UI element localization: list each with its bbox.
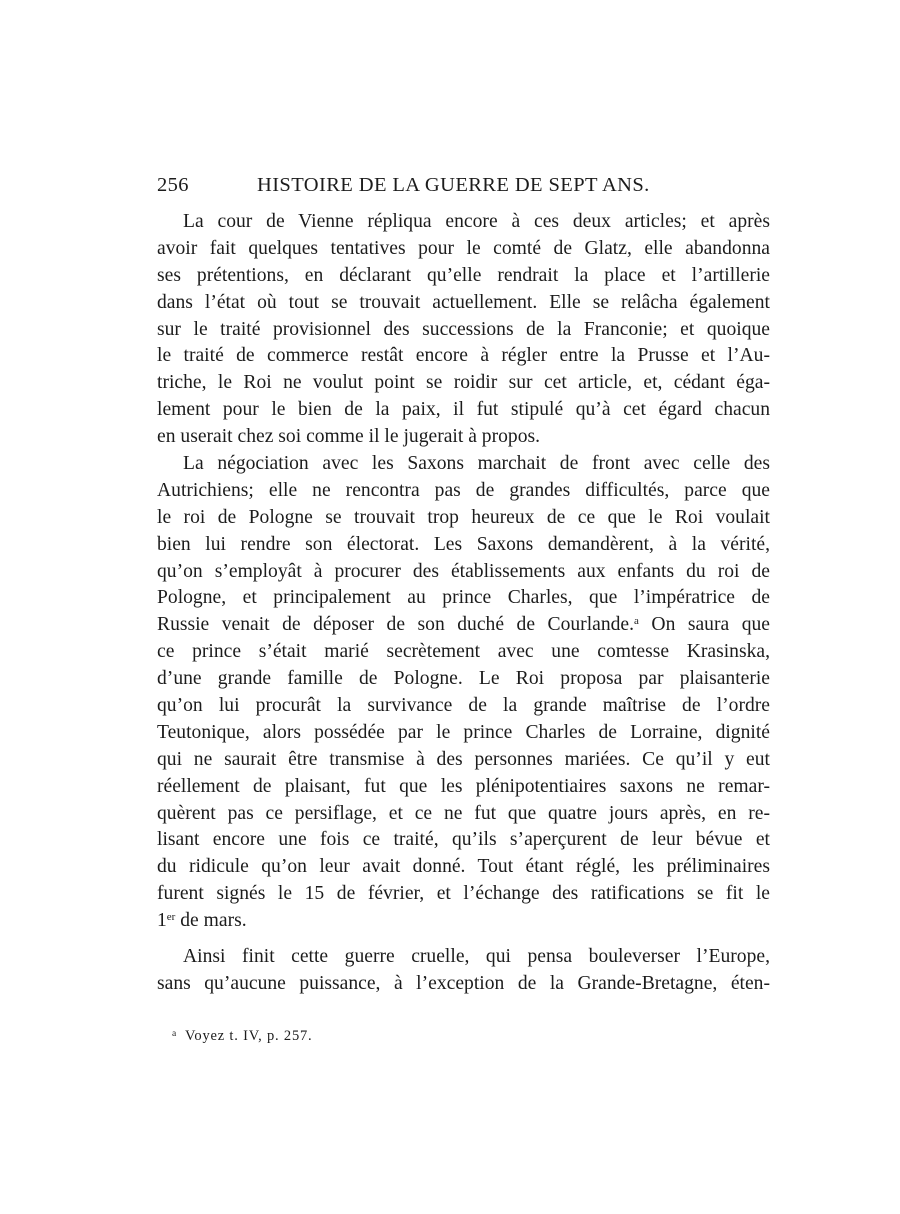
paragraph-2 bbox=[157, 451, 770, 935]
text-segment: Russie venait de déposer de son duché de Courlande. bbox=[157, 614, 635, 636]
text-line: lisant encore une fois ce traité, qu’ils s’aperçurent de leur bévue et bbox=[157, 829, 770, 851]
text-line: La négociation avec les Saxons marchait de front avec celle des bbox=[183, 453, 770, 475]
text-line: Pologne, et principalement au prince Charles, que l’impératrice de bbox=[157, 587, 770, 609]
text-line: furent signés le 15 de février, et l’échange des ratifications se fit le bbox=[157, 883, 770, 905]
text-segment: On saura que bbox=[638, 614, 770, 636]
text-line: dans l’état où tout se trouvait actuellement. Elle se relâcha également bbox=[157, 291, 770, 313]
running-title: HISTOIRE DE LA GUERRE DE SEPT ANS. bbox=[257, 174, 650, 196]
text-line: ce prince s’était marié secrètement avec une comtesse Krasinska, bbox=[157, 641, 770, 663]
text-line: sans qu’aucune puissance, à l’exception de la Grande-Bretagne, éten- bbox=[157, 972, 770, 994]
text-line: le traité de commerce restât encore à régler entre la Prusse et l’Au- bbox=[157, 345, 770, 367]
text-line: La cour de Vienne répliqua encore à ces deux articles; et après bbox=[183, 211, 770, 232]
footnote-text: Voyez t. IV, p. 257. bbox=[185, 1028, 313, 1044]
text-segment: 1 bbox=[157, 910, 167, 932]
text-line: en userait chez soi comme il le jugerait à propos. bbox=[157, 426, 541, 448]
text-line: du ridicule qu’on leur avait donné. Tout étant réglé, les préliminaires bbox=[157, 856, 770, 878]
page-number: 256 bbox=[157, 174, 189, 196]
footnote-marker: a bbox=[172, 1029, 178, 1039]
text-line: Teutonique, alors possédée par le prince Charles de Lorraine, dignité bbox=[157, 721, 770, 743]
text-line bbox=[157, 908, 770, 935]
text-line: bien lui rendre son électorat. Les Saxons demandèrent, à la vérité, bbox=[157, 533, 770, 555]
text-line: qu’on s’employât à procurer des établissements aux enfants du roi de bbox=[157, 560, 770, 582]
text-line: sur le traité provisionnel des successions de la Franconie; et quoique bbox=[157, 318, 770, 340]
text-line: lement pour le bien de la paix, il fut stipulé qu’à cet égard chacun bbox=[157, 399, 770, 421]
text-line: triche, le Roi ne voulut point se roidir sur cet article, et, cédant éga- bbox=[157, 372, 770, 394]
ordinal-superscript: er bbox=[166, 911, 176, 924]
text-line bbox=[157, 612, 770, 639]
text-line: ses prétentions, en déclarant qu’elle rendrait la place et l’artillerie bbox=[157, 264, 770, 286]
footnote-reference: a bbox=[634, 615, 639, 628]
text-line: quèrent pas ce persiflage, et ce ne fut que quatre jours après, en re- bbox=[157, 802, 770, 824]
text-line: le roi de Pologne se trouvait trop heureux de ce que le Roi voulait bbox=[157, 506, 770, 528]
text-line: qu’on lui procurât la survivance de la grande maîtrise de l’ordre bbox=[157, 695, 770, 717]
text-line: d’une grande famille de Pologne. Le Roi proposa par plaisanterie bbox=[157, 668, 770, 690]
paragraph-3 bbox=[157, 944, 770, 998]
text-line: avoir fait quelques tentatives pour le comté de Glatz, elle abandonna bbox=[157, 237, 770, 259]
page-header bbox=[157, 174, 777, 204]
footnote bbox=[172, 1028, 312, 1045]
text-line: qui ne saurait être transmise à des personnes mariées. Ce qu’il y eut bbox=[157, 748, 770, 770]
text-line: Autrichiens; elle ne rencontra pas de grandes difficultés, parce que bbox=[157, 479, 770, 501]
text-line: Ainsi finit cette guerre cruelle, qui pensa bouleverser l’Europe, bbox=[183, 946, 770, 968]
body-text bbox=[157, 209, 770, 998]
text-line: réellement de plaisant, fut que les plénipotentiaires saxons ne remar- bbox=[157, 775, 770, 797]
text-segment: de mars. bbox=[175, 910, 247, 932]
paragraph-1 bbox=[157, 209, 770, 451]
